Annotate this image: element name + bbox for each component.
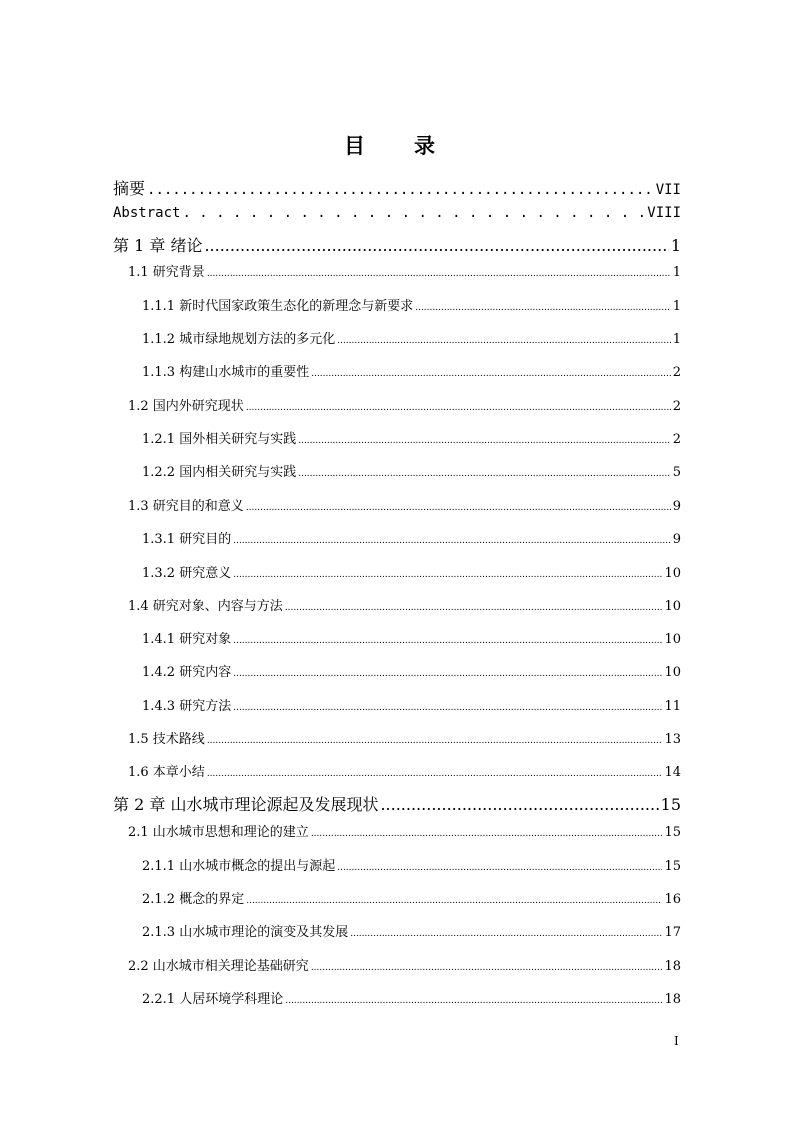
toc-entry-page: 15 (660, 795, 681, 814)
toc-entry-subsection[interactable] (142, 855, 681, 874)
toc-entry-section[interactable] (128, 955, 681, 974)
toc-entry-abstract-cn[interactable] (113, 176, 681, 199)
toc-entry-label: 2.1.1 山水城市概念的提出与源起 (142, 859, 336, 874)
toc-entry-page: VIII (647, 205, 681, 221)
toc-entry-page: 9 (672, 532, 681, 547)
toc-entry-page: 1 (670, 236, 681, 255)
toc-entry-page: 1 (672, 332, 681, 347)
toc-entry-page: 14 (664, 765, 681, 780)
toc-entry-page: 2 (672, 365, 681, 380)
dot-leader (147, 182, 654, 198)
toc-entry-page: 18 (664, 959, 681, 974)
dot-leader (311, 369, 671, 379)
toc-entry-label: 摘要 (113, 179, 146, 198)
toc-entry-page: 9 (672, 499, 681, 514)
toc-entry-label: 2.1.2 概念的界定 (142, 892, 245, 907)
toc-entry-label: 第 1 章 绪论 (113, 236, 203, 255)
dot-leader (350, 929, 662, 939)
dot-leader (233, 570, 662, 580)
page-number: I (674, 1034, 679, 1048)
dot-leader (207, 736, 663, 746)
toc-entry-page: 11 (664, 699, 681, 714)
dot-leader (285, 603, 663, 613)
toc-entry-section[interactable] (128, 821, 681, 840)
toc-entry-label: 1.2.1 国外相关研究与实践 (142, 432, 297, 447)
toc-entry-subsection[interactable] (142, 295, 681, 314)
toc-entry-page: 2 (672, 432, 681, 447)
dot-leader (246, 403, 671, 413)
dot-leader (233, 669, 662, 679)
toc-entry-label: 第 2 章 山水城市理论源起及发展现状 (113, 795, 379, 814)
toc-entry-subsection[interactable] (142, 461, 681, 480)
toc-entry-subsection[interactable] (142, 661, 681, 680)
toc-entry-chapter-1[interactable] (113, 233, 681, 256)
toc-entry-page: 13 (664, 732, 681, 747)
toc-entry-subsection[interactable] (142, 695, 681, 714)
toc-entry-label: 1.6 本章小结 (128, 765, 205, 780)
toc-entry-label: 1.4.1 研究对象 (142, 632, 232, 647)
toc-entry-subsection[interactable] (142, 628, 681, 647)
dot-leader (246, 503, 671, 513)
toc-entry-subsection[interactable] (142, 528, 681, 547)
dot-leader (285, 996, 662, 1006)
toc-entry-section[interactable] (128, 761, 681, 780)
toc-entry-page: 16 (664, 892, 681, 907)
toc-entry-label: 1.3.1 研究目的 (142, 532, 232, 547)
toc-entry-label: Abstract (113, 205, 181, 221)
toc-entry-label: 1.4 研究对象、内容与方法 (128, 599, 283, 614)
toc-entry-subsection[interactable] (142, 361, 681, 380)
toc-title: 目 录 (344, 134, 449, 158)
dot-leader (298, 436, 671, 446)
dot-leader (233, 703, 662, 713)
toc-entry-label: 1.1.1 新时代国家政策生态化的新理念与新要求 (142, 299, 414, 314)
toc-entry-page: 17 (664, 925, 681, 940)
toc-entry-page: 10 (664, 566, 681, 581)
toc-entry-page: 10 (664, 665, 681, 680)
dot-leader (207, 769, 663, 779)
dot-leader (415, 303, 671, 313)
dot-leader (204, 236, 668, 255)
toc-entry-label: 1.2.2 国内相关研究与实践 (142, 465, 297, 480)
toc-entry-subsection[interactable] (142, 562, 681, 581)
toc-entry-section[interactable] (128, 261, 681, 280)
toc-entry-label: 2.1.3 山水城市理论的演变及其发展 (142, 925, 349, 940)
toc-entry-subsection[interactable] (142, 921, 681, 940)
toc-entry-page: 18 (664, 992, 681, 1007)
toc-entry-subsection[interactable] (142, 328, 681, 347)
toc-entry-page: 10 (664, 599, 681, 614)
dot-leader (311, 829, 663, 839)
toc-entry-page: 2 (672, 399, 681, 414)
toc-entry-subsection[interactable] (142, 988, 681, 1007)
toc-entry-label: 2.2.1 人居环境学科理论 (142, 992, 284, 1007)
toc-entry-label: 1.1.3 构建山水城市的重要性 (142, 365, 310, 380)
toc-entry-page: 15 (664, 859, 681, 874)
dot-leader (337, 863, 662, 873)
toc-entry-section[interactable] (128, 495, 681, 514)
dot-leader (233, 636, 662, 646)
dot-leader (233, 536, 671, 546)
toc-entry-page: 5 (672, 465, 681, 480)
toc-entry-page: 15 (664, 825, 681, 840)
toc-entry-label: 1.5 技术路线 (128, 732, 205, 747)
toc-entry-section[interactable] (128, 395, 681, 414)
toc-entry-label: 1.1.2 城市绿地规划方法的多元化 (142, 332, 336, 347)
dot-leader (380, 795, 658, 814)
toc-entry-abstract-en[interactable] (113, 205, 681, 221)
toc-entry-label: 2.2 山水城市相关理论基础研究 (128, 959, 309, 974)
toc-entry-section[interactable] (128, 595, 681, 614)
dot-leader (298, 469, 671, 479)
toc-entry-label: 2.1 山水城市思想和理论的建立 (128, 825, 309, 840)
toc-entry-page: 10 (664, 632, 681, 647)
toc-entry-chapter-2[interactable] (113, 792, 681, 815)
dot-leader (337, 336, 671, 346)
dot-leader (182, 205, 645, 221)
toc-entry-page: 1 (672, 265, 681, 280)
toc-entry-label: 1.4.2 研究内容 (142, 665, 232, 680)
dot-leader (311, 963, 663, 973)
toc-entry-page: VII (655, 182, 681, 198)
toc-entry-section[interactable] (128, 728, 681, 747)
toc-entry-subsection[interactable] (142, 888, 681, 907)
toc-entry-page: 1 (672, 299, 681, 314)
toc-entry-label: 1.3.2 研究意义 (142, 566, 232, 581)
toc-entry-subsection[interactable] (142, 428, 681, 447)
toc-entry-label: 1.2 国内外研究现状 (128, 399, 244, 414)
dot-leader (246, 896, 662, 906)
toc-entry-label: 1.4.3 研究方法 (142, 699, 232, 714)
dot-leader (207, 269, 671, 279)
toc-entry-label: 1.1 研究背景 (128, 265, 205, 280)
toc-entry-label: 1.3 研究目的和意义 (128, 499, 244, 514)
